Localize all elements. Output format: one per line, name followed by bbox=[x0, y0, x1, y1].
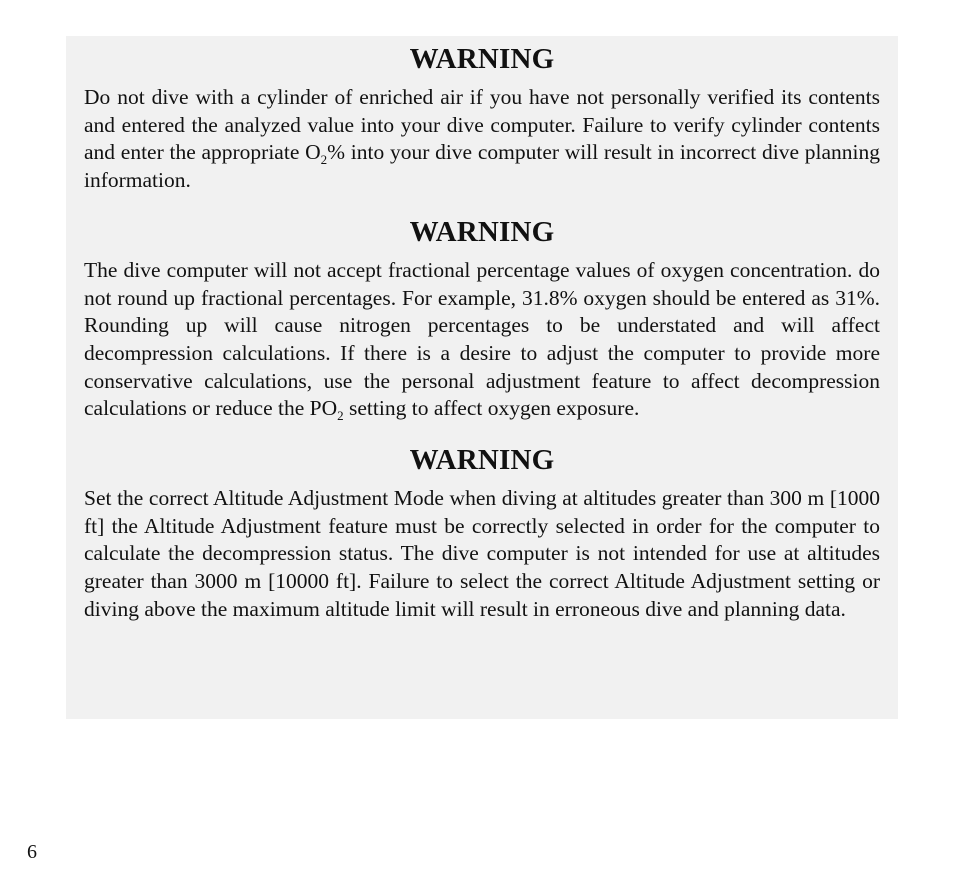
warning-text-part: % into your dive computer will result in incorrect dive planning information. bbox=[84, 140, 880, 193]
warning-text: Set the correct Altitude Adjustment Mode when diving at altitudes greater than 300 m [1000 ft] the Altitude Adjustment feature must be correctly selected in order for the computer to calculate the decompression status. The dive computer is not intended for use at altitudes greater than 3000 m [10000 ft]. Failure to select the correct Altitude Adjustment setting or diving above the maximum altitude limit will result in erroneous dive and planning data. bbox=[84, 486, 880, 621]
warning-section-altitude bbox=[84, 441, 880, 624]
warning-box bbox=[66, 36, 898, 719]
warning-text bbox=[84, 84, 880, 195]
warning-text-part: Do not dive with a cylinder of enriched air if you have not personally verified its contents and entered the analyzed value into your dive computer. Failure to verify cylinder contents and enter the appropriate O bbox=[84, 85, 880, 165]
section-gap bbox=[84, 423, 880, 441]
warning-text-part: setting to affect oxygen exposure. bbox=[343, 396, 640, 421]
warning-text bbox=[84, 257, 880, 423]
warning-heading: WARNING bbox=[409, 215, 555, 248]
subscript: 2 bbox=[320, 152, 328, 168]
warning-text-part: The dive computer will not accept fractional percentage values of oxygen concentration. do not round up fractional percentages. For example, 31.8% oxygen should be entered as 31%. Rounding up will cause nitrogen percentages to be understated and will affect decompression calculations. If there is a desire to adjust the computer to provide more conservative calculations, use the personal adjustment feature to affect decompression calculations or reduce the PO bbox=[84, 257, 880, 421]
warning-heading: WARNING bbox=[409, 444, 555, 477]
subscript: 2 bbox=[337, 408, 344, 424]
warning-section-enriched-air bbox=[84, 40, 880, 195]
section-gap bbox=[84, 195, 880, 213]
page-number: 6 bbox=[27, 841, 37, 863]
warning-section-fractional-oxygen bbox=[84, 213, 880, 423]
warning-heading: WARNING bbox=[409, 43, 555, 75]
